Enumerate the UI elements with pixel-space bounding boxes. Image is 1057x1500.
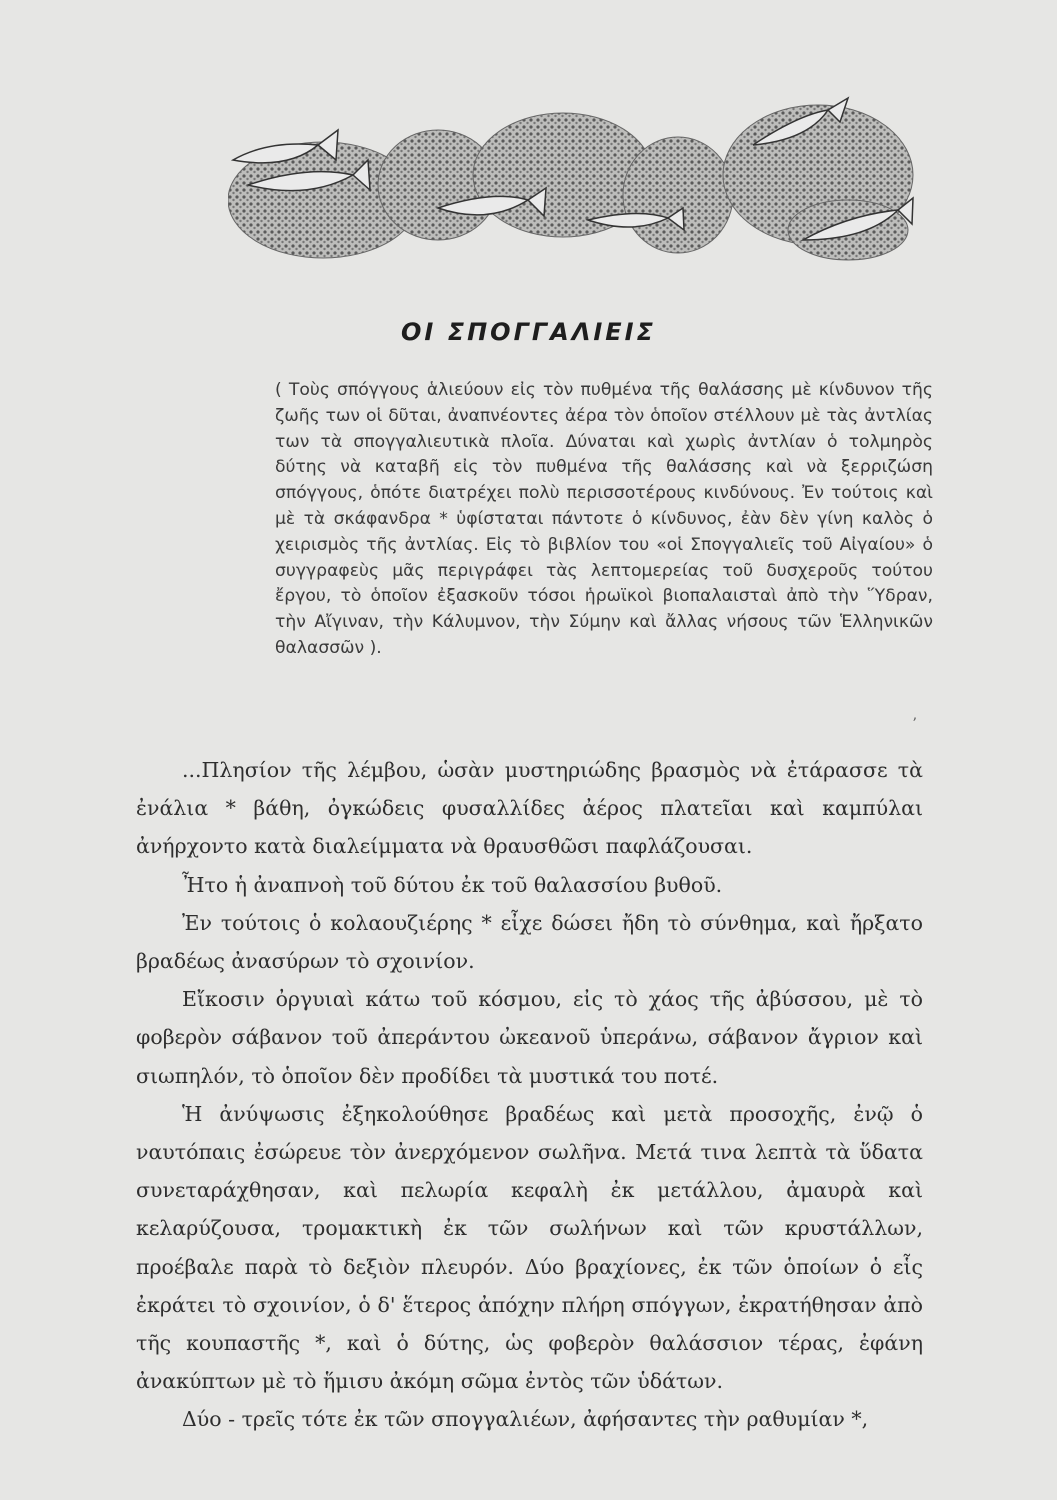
narrative-body	[136, 751, 923, 1439]
paragraph: ...Πλησίον τῆς λέμβου, ὡσὰν μυστηριώδης βρασμὸς νὰ ἐτάρασσε τὰ ἐνάλια * βάθη, ὀγκώδεις φυσαλλίδες ἀέρος πλατεῖαι καὶ καμπύλαι ἀνήρχοντο κατὰ διαλείμματα νὰ θραυσθῶσι παφλάζουσαι.	[136, 758, 923, 859]
paragraph: Εἴκοσιν ὀργυιαὶ κάτω τοῦ κόσμου, εἰς τὸ χάος τῆς ἀβύσσου, μὲ τὸ φοβερὸν σάβανον τοῦ ἀπεράντου ὠκεανοῦ ὑπεράνω, σάβανον ἄγριον καὶ σιωπηλόν, τὸ ὁποῖον δὲν προδίδει τὰ μυστικά του ποτέ.	[136, 987, 923, 1088]
intro-note: ( Τοὺς σπόγγους ἁλιεύουν εἰς τὸν πυθμένα τῆς θαλάσσης μὲ κίνδυνον τῆς ζωῆς των οἱ δῦται, ἀναπνέοντες ἀέρα τὸν ὁποῖον στέλλουν μὲ τὰς ἀντλίας των τὰ σπογγαλιευτικὰ πλοῖα. Δύναται καὶ χωρὶς ἀντλίαν ὁ τολμηρὸς δύτης νὰ καταβῆ εἰς τὸν πυθμένα τῆς θαλάσσης καὶ νὰ ξερριζώση σπόγγους, ὁπότε διατρέχει πολὺ περισσοτέρους κινδύνους. Ἐν τούτοις καὶ μὲ τὰ σκάφανδρα * ὑφίσταται πάντοτε ὁ κίνδυνος, ἐὰν δὲν γίνη καλὸς ὁ χειρισμὸς τῆς ἀντλίας. Εἰς τὸ βιβλίον του «οἱ Σπογγαλιεῖς τοῦ Αἰγαίου» ὁ συγγραφεὺς μᾶς περιγράφει τὰς λεπτομερείας τοῦ δυσχεροῦς τούτου ἔργου, τὸ ὁποῖον ἐξασκοῦν τόσοι ἡρωϊκοὶ βιοπαλαισταὶ ἀπὸ τὴν Ὕδραν, τὴν Αἴγιναν, τὴν Κάλυμνον, τὴν Σύμην καὶ ἄλλας νήσους τῶν Ἑλληνικῶν θαλασσῶν ).	[275, 380, 933, 658]
fish-sponge-ornament	[228, 90, 918, 265]
chapter-title: ΟΙ ΣΠΟΓΓΑΛΙΕΙΣ	[401, 318, 656, 346]
paragraph: Ἡ ἀνύψωσις ἐξηκολούθησε βραδέως καὶ μετὰ προσοχῆς, ἐνῷ ὁ ναυτόπαις ἐσώρευε τὸν ἀνερχόμενον σωλῆνα. Μετά τινα λεπτὰ τὰ ὕδατα συνεταράχθησαν, καὶ πελωρία κεφαλὴ ἐκ μετάλλου, ἀμαυρὰ καὶ κελαρύζουσα, τρομακτικὴ ἐκ τῶν σωλήνων καὶ τῶν κρυστάλλων, προέβαλε παρὰ τὸ δεξιὸν πλευρόν. Δύο βραχίονες, ἐκ τῶν ὁποίων ὁ εἷς ἐκράτει τὸ σχοινίον, ὁ δ' ἕτερος ἀπόχην πλήρη σπόγγων, ἐκρατήθησαν ἀπὸ τῆς κουπαστῆς *, καὶ ὁ δύτης, ὡς φοβερὸν θαλάσσιον τέρας, ἐφάνη ἀνακύπτων μὲ τὸ ἥμισυ ἀκόμη σῶμα ἐντὸς τῶν ὑδάτων.	[136, 1101, 923, 1394]
paragraph: Ἦτο ἡ ἀναπνοὴ τοῦ δύτου ἐκ τοῦ θαλασσίου βυθοῦ.	[182, 872, 723, 897]
paragraph: Δύο - τρεῖς τότε ἐκ τῶν σπογγαλιέων, ἀφήσαντες τὴν ραθυμίαν *,	[182, 1407, 869, 1432]
margin-mark: ʼ	[912, 716, 917, 732]
paragraph: Ἐν τούτοις ὁ κολαουζιέρης * εἶχε δώσει ἤδη τὸ σύνθημα, καὶ ἤρξατο βραδέως ἀνασύρων τὸ σχοινίον.	[136, 910, 923, 974]
